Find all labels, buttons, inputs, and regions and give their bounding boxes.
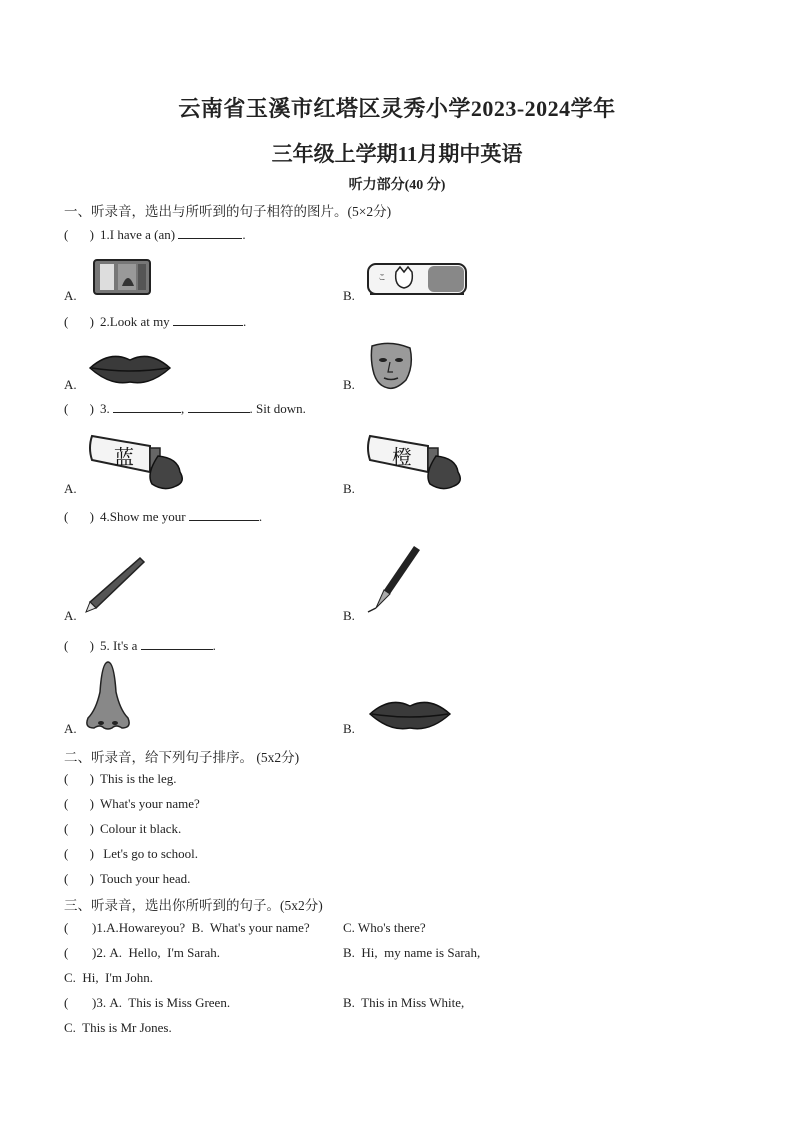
option-a-label: A. (64, 721, 77, 736)
sort-item (64, 871, 190, 887)
answer-paren[interactable]: ( ) (64, 821, 94, 836)
blue-paint-tube-icon[interactable] (88, 428, 192, 490)
sort-item (64, 771, 177, 787)
answer-paren[interactable]: ( (64, 920, 72, 935)
sort-item-text: Colour it black. (100, 821, 182, 836)
answer-blank (189, 508, 259, 521)
question-number: )2. (92, 945, 107, 960)
nose-icon[interactable] (84, 660, 134, 732)
question-number: )3. (92, 995, 107, 1010)
question-text: 4.Show me your (100, 509, 186, 524)
sort-item (64, 846, 198, 862)
section2-heading: 二、听录音，给下列句子排序。 (5x2分) (64, 750, 300, 765)
question-tail: . (258, 509, 263, 524)
option-c: C. This is Mr Jones. (64, 1020, 172, 1035)
question-4 (64, 508, 262, 525)
option-b-label: B. (343, 608, 355, 623)
option-a: A. Hello, I'm Sarah. (109, 945, 220, 960)
question-tail: . (212, 638, 216, 653)
section1-heading: 一、听录音，选出与所听到的句子相符的图片。(5×2分) (64, 204, 392, 219)
pencil-case-icon[interactable] (366, 260, 470, 300)
section-subtitle: 听力部分(40 分) (348, 178, 446, 193)
option-b-label: B. (343, 377, 355, 392)
option-a: A. This is Miss Green. (109, 995, 231, 1010)
answer-paren[interactable]: ( ) (64, 509, 94, 524)
answer-blank (173, 313, 243, 326)
question-text: 1.I have a (an) (100, 227, 176, 242)
answer-paren[interactable]: ( ) (64, 796, 94, 811)
option-b: B. What's your name? (191, 920, 310, 935)
option-a-label: A. (64, 481, 77, 496)
question-5 (64, 637, 216, 654)
pen-icon[interactable] (366, 544, 422, 614)
sort-item-text: Touch your head. (100, 871, 191, 886)
answer-paren[interactable]: ( (64, 945, 72, 960)
answer-paren[interactable]: ( ) (64, 638, 94, 653)
orange-paint-tube-icon[interactable] (366, 428, 470, 490)
answer-paren[interactable]: ( (64, 995, 72, 1010)
option-b-label: B. (343, 481, 355, 496)
choice-question-3 (64, 995, 230, 1011)
option-c: C. Hi, I'm John. (64, 970, 154, 985)
question-comma: , (181, 401, 185, 416)
mouth-icon[interactable] (368, 696, 452, 732)
page-title-line2: 三年级上学期11月期中英语 (271, 142, 523, 166)
answer-paren[interactable]: ( ) (64, 871, 94, 886)
pencil-icon[interactable] (84, 554, 146, 616)
choice-question-1 (64, 920, 310, 936)
pencil-box-icon[interactable] (92, 256, 154, 298)
answer-paren[interactable]: ( ) (64, 314, 94, 329)
question-number: )1. (92, 920, 107, 935)
answer-paren[interactable]: ( ) (64, 401, 94, 416)
sort-item-text: What's your name? (100, 796, 200, 811)
paint-label: 蓝 (114, 445, 134, 469)
choice-question-2 (64, 945, 220, 961)
question-2 (64, 313, 246, 330)
mouth-icon[interactable] (88, 350, 172, 386)
page-title-line1: 云南省玉溪市红塔区灵秀小学2023-2024学年 (178, 96, 616, 121)
paint-label: 橙 (392, 445, 412, 469)
option-a-label: A. (64, 608, 77, 623)
question-tail: . (242, 314, 247, 329)
option-a: A.Howareyou? (106, 920, 186, 935)
sort-item-text: This is the leg. (100, 771, 177, 786)
answer-paren[interactable]: ( ) (64, 846, 94, 861)
face-icon[interactable] (366, 340, 416, 390)
answer-blank (188, 400, 250, 413)
question-tail: . Sit down. (249, 401, 306, 416)
svg-text:こ: こ (378, 273, 386, 282)
answer-blank (178, 226, 242, 239)
option-b: B. Hi, my name is Sarah, (343, 945, 481, 960)
question-tail: . (242, 227, 246, 242)
sort-item (64, 821, 181, 837)
option-c: C. Who's there? (343, 920, 426, 935)
option-b: B. This in Miss White, (343, 995, 465, 1010)
option-b-label: B. (343, 288, 355, 303)
section3-heading: 三、听录音，选出你所听到的句子。(5x2分) (64, 898, 323, 913)
option-b-label: B. (343, 721, 355, 736)
answer-paren[interactable]: ( ) (64, 771, 94, 786)
question-1 (64, 226, 246, 243)
question-text: 2.Look at my (100, 314, 170, 329)
question-text: 3. (100, 401, 110, 416)
option-a-label: A. (64, 288, 77, 303)
sort-item-text: Let's go to school. (100, 846, 199, 861)
question-text: 5. It's a (100, 638, 138, 653)
answer-blank (113, 400, 181, 413)
answer-blank (141, 637, 213, 650)
question-3 (64, 400, 306, 417)
sort-item (64, 796, 200, 812)
answer-paren[interactable]: ( ) (64, 227, 94, 242)
option-a-label: A. (64, 377, 77, 392)
